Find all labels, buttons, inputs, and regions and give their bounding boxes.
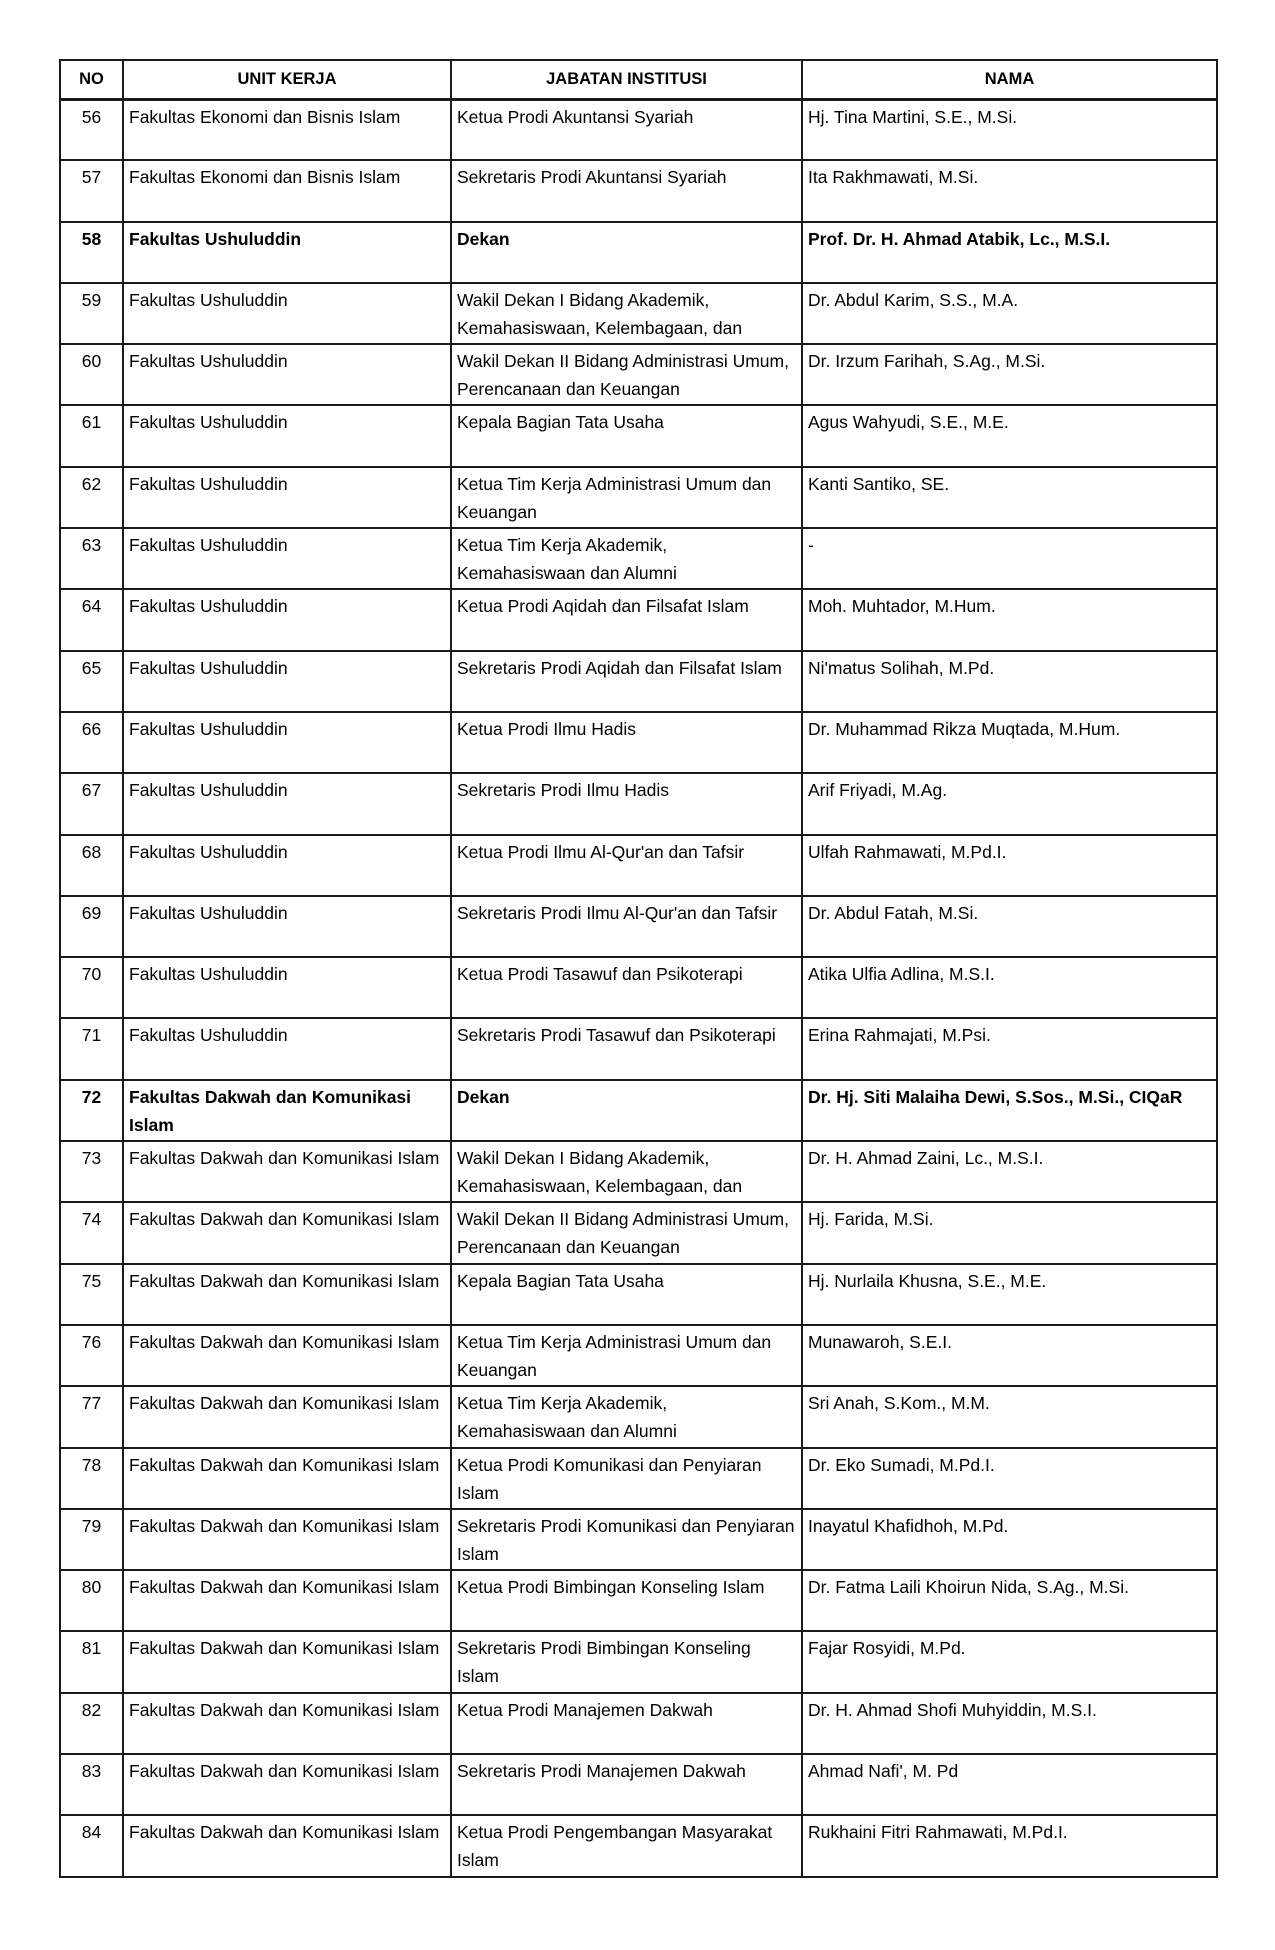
table-row (60, 957, 1217, 1018)
cell-unit-kerja: Fakultas Dakwah dan Komunikasi Islam (123, 1325, 451, 1386)
header-unit-kerja: UNIT KERJA (123, 60, 451, 99)
cell-nama: Dr. Irzum Farihah, S.Ag., M.Si. (802, 344, 1217, 405)
cell-unit-kerja: Fakultas Dakwah dan Komunikasi Islam (123, 1448, 451, 1509)
document-page (59, 59, 1216, 1878)
cell-jabatan-institusi: Ketua Prodi Tasawuf dan Psikoterapi (451, 957, 802, 1018)
cell-nama: Dr. Muhammad Rikza Muqtada, M.Hum. (802, 712, 1217, 773)
cell-nama: Rukhaini Fitri Rahmawati, M.Pd.I. (802, 1815, 1217, 1876)
cell-jabatan-institusi: Sekretaris Prodi Akuntansi Syariah (451, 160, 802, 221)
staff-table (59, 59, 1218, 1878)
table-row (60, 1386, 1217, 1447)
cell-nama: Hj. Nurlaila Khusna, S.E., M.E. (802, 1264, 1217, 1325)
cell-no: 58 (60, 222, 123, 283)
cell-no: 71 (60, 1018, 123, 1079)
cell-jabatan-institusi: Sekretaris Prodi Bimbingan Konseling Islam (451, 1631, 802, 1692)
cell-no: 65 (60, 651, 123, 712)
cell-nama: Dr. Eko Sumadi, M.Pd.I. (802, 1448, 1217, 1509)
table-row (60, 1570, 1217, 1631)
cell-no: 60 (60, 344, 123, 405)
cell-nama: Agus Wahyudi, S.E., M.E. (802, 405, 1217, 466)
table-row (60, 1509, 1217, 1570)
cell-no: 69 (60, 896, 123, 957)
cell-nama: Dr. H. Ahmad Zaini, Lc., M.S.I. (802, 1141, 1217, 1202)
cell-unit-kerja: Fakultas Dakwah dan Komunikasi Islam (123, 1631, 451, 1692)
table-row (60, 405, 1217, 466)
table-row (60, 773, 1217, 834)
cell-jabatan-institusi: Ketua Prodi Manajemen Dakwah (451, 1693, 802, 1754)
cell-unit-kerja: Fakultas Ushuluddin (123, 344, 451, 405)
cell-unit-kerja: Fakultas Ushuluddin (123, 835, 451, 896)
cell-no: 80 (60, 1570, 123, 1631)
cell-jabatan-institusi: Ketua Prodi Bimbingan Konseling Islam (451, 1570, 802, 1631)
cell-unit-kerja: Fakultas Dakwah dan Komunikasi Islam (123, 1202, 451, 1263)
cell-jabatan-institusi: Sekretaris Prodi Aqidah dan Filsafat Islam (451, 651, 802, 712)
cell-jabatan-institusi: Ketua Prodi Akuntansi Syariah (451, 99, 802, 160)
table-row (60, 160, 1217, 221)
cell-jabatan-institusi: Sekretaris Prodi Ilmu Hadis (451, 773, 802, 834)
cell-nama: Ita Rakhmawati, M.Si. (802, 160, 1217, 221)
cell-no: 67 (60, 773, 123, 834)
cell-jabatan-institusi: Ketua Tim Kerja Administrasi Umum dan Keuangan (451, 1325, 802, 1386)
cell-no: 84 (60, 1815, 123, 1876)
cell-unit-kerja: Fakultas Dakwah dan Komunikasi Islam (123, 1509, 451, 1570)
header-row (60, 60, 1217, 99)
cell-nama: Hj. Tina Martini, S.E., M.Si. (802, 99, 1217, 160)
cell-unit-kerja: Fakultas Dakwah dan Komunikasi Islam (123, 1754, 451, 1815)
cell-nama: - (802, 528, 1217, 589)
cell-jabatan-institusi: Sekretaris Prodi Tasawuf dan Psikoterapi (451, 1018, 802, 1079)
header-jabatan-institusi: JABATAN INSTITUSI (451, 60, 802, 99)
cell-unit-kerja: Fakultas Ushuluddin (123, 283, 451, 344)
table-row (60, 712, 1217, 773)
cell-nama: Munawaroh, S.E.I. (802, 1325, 1217, 1386)
cell-no: 79 (60, 1509, 123, 1570)
cell-jabatan-institusi: Ketua Prodi Pengembangan Masyarakat Islam (451, 1815, 802, 1876)
cell-jabatan-institusi: Ketua Tim Kerja Administrasi Umum dan Keuangan (451, 467, 802, 528)
cell-jabatan-institusi: Wakil Dekan II Bidang Administrasi Umum, Perencanaan dan Keuangan (451, 1202, 802, 1263)
cell-no: 77 (60, 1386, 123, 1447)
cell-no: 56 (60, 99, 123, 160)
cell-unit-kerja: Fakultas Ushuluddin (123, 896, 451, 957)
cell-no: 57 (60, 160, 123, 221)
cell-jabatan-institusi: Ketua Prodi Komunikasi dan Penyiaran Islam (451, 1448, 802, 1509)
cell-unit-kerja: Fakultas Ushuluddin (123, 712, 451, 773)
table-row (60, 1325, 1217, 1386)
cell-no: 75 (60, 1264, 123, 1325)
cell-jabatan-institusi: Kepala Bagian Tata Usaha (451, 1264, 802, 1325)
cell-jabatan-institusi: Wakil Dekan I Bidang Akademik, Kemahasiswaan, Kelembagaan, dan (451, 283, 802, 344)
cell-nama: Inayatul Khafidhoh, M.Pd. (802, 1509, 1217, 1570)
table-row (60, 896, 1217, 957)
cell-unit-kerja: Fakultas Ushuluddin (123, 222, 451, 283)
cell-unit-kerja: Fakultas Ushuluddin (123, 467, 451, 528)
table-row (60, 1448, 1217, 1509)
cell-nama: Ahmad Nafi', M. Pd (802, 1754, 1217, 1815)
cell-unit-kerja: Fakultas Dakwah dan Komunikasi Islam (123, 1815, 451, 1876)
cell-no: 83 (60, 1754, 123, 1815)
cell-nama: Dr. H. Ahmad Shofi Muhyiddin, M.S.I. (802, 1693, 1217, 1754)
cell-nama: Ulfah Rahmawati, M.Pd.I. (802, 835, 1217, 896)
cell-unit-kerja: Fakultas Dakwah dan Komunikasi Islam (123, 1693, 451, 1754)
cell-jabatan-institusi: Ketua Prodi Ilmu Hadis (451, 712, 802, 773)
table-row (60, 1202, 1217, 1263)
cell-no: 76 (60, 1325, 123, 1386)
cell-nama: Kanti Santiko, SE. (802, 467, 1217, 528)
cell-nama: Dr. Abdul Fatah, M.Si. (802, 896, 1217, 957)
table-row (60, 1631, 1217, 1692)
cell-unit-kerja: Fakultas Ushuluddin (123, 1018, 451, 1079)
cell-no: 64 (60, 589, 123, 650)
cell-unit-kerja: Fakultas Dakwah dan Komunikasi Islam (123, 1141, 451, 1202)
cell-no: 59 (60, 283, 123, 344)
cell-nama: Moh. Muhtador, M.Hum. (802, 589, 1217, 650)
table-row (60, 1080, 1217, 1141)
table-row (60, 222, 1217, 283)
cell-jabatan-institusi: Ketua Prodi Aqidah dan Filsafat Islam (451, 589, 802, 650)
cell-jabatan-institusi: Sekretaris Prodi Komunikasi dan Penyiaran Islam (451, 1509, 802, 1570)
cell-no: 81 (60, 1631, 123, 1692)
cell-no: 74 (60, 1202, 123, 1263)
cell-no: 61 (60, 405, 123, 466)
cell-nama: Dr. Fatma Laili Khoirun Nida, S.Ag., M.Si. (802, 1570, 1217, 1631)
cell-jabatan-institusi: Wakil Dekan II Bidang Administrasi Umum, Perencanaan dan Keuangan (451, 344, 802, 405)
header-no: NO (60, 60, 123, 99)
cell-nama: Dr. Abdul Karim, S.S., M.A. (802, 283, 1217, 344)
table-row (60, 1693, 1217, 1754)
table-body (60, 99, 1217, 1877)
cell-nama: Prof. Dr. H. Ahmad Atabik, Lc., M.S.I. (802, 222, 1217, 283)
cell-unit-kerja: Fakultas Ekonomi dan Bisnis Islam (123, 160, 451, 221)
cell-jabatan-institusi: Ketua Tim Kerja Akademik, Kemahasiswaan dan Alumni (451, 528, 802, 589)
cell-nama: Hj. Farida, M.Si. (802, 1202, 1217, 1263)
cell-unit-kerja: Fakultas Ushuluddin (123, 773, 451, 834)
cell-nama: Fajar Rosyidi, M.Pd. (802, 1631, 1217, 1692)
cell-unit-kerja: Fakultas Ushuluddin (123, 589, 451, 650)
cell-jabatan-institusi: Dekan (451, 222, 802, 283)
cell-unit-kerja: Fakultas Dakwah dan Komunikasi Islam (123, 1264, 451, 1325)
table-row (60, 528, 1217, 589)
cell-no: 70 (60, 957, 123, 1018)
cell-unit-kerja: Fakultas Ekonomi dan Bisnis Islam (123, 99, 451, 160)
cell-unit-kerja: Fakultas Dakwah dan Komunikasi Islam (123, 1080, 451, 1141)
table-row (60, 589, 1217, 650)
cell-no: 72 (60, 1080, 123, 1141)
cell-jabatan-institusi: Sekretaris Prodi Manajemen Dakwah (451, 1754, 802, 1815)
table-row (60, 344, 1217, 405)
cell-no: 82 (60, 1693, 123, 1754)
cell-jabatan-institusi: Sekretaris Prodi Ilmu Al-Qur'an dan Tafsir (451, 896, 802, 957)
cell-no: 73 (60, 1141, 123, 1202)
cell-nama: Atika Ulfia Adlina, M.S.I. (802, 957, 1217, 1018)
cell-nama: Ni'matus Solihah, M.Pd. (802, 651, 1217, 712)
cell-no: 66 (60, 712, 123, 773)
cell-jabatan-institusi: Wakil Dekan I Bidang Akademik, Kemahasiswaan, Kelembagaan, dan (451, 1141, 802, 1202)
cell-no: 62 (60, 467, 123, 528)
table-header (60, 60, 1217, 99)
cell-jabatan-institusi: Dekan (451, 1080, 802, 1141)
cell-nama: Sri Anah, S.Kom., M.M. (802, 1386, 1217, 1447)
cell-nama: Erina Rahmajati, M.Psi. (802, 1018, 1217, 1079)
table-row (60, 1141, 1217, 1202)
cell-jabatan-institusi: Ketua Prodi Ilmu Al-Qur'an dan Tafsir (451, 835, 802, 896)
cell-unit-kerja: Fakultas Ushuluddin (123, 528, 451, 589)
cell-unit-kerja: Fakultas Ushuluddin (123, 957, 451, 1018)
table-row (60, 835, 1217, 896)
table-row (60, 1018, 1217, 1079)
table-row (60, 651, 1217, 712)
table-row (60, 99, 1217, 160)
cell-no: 68 (60, 835, 123, 896)
cell-no: 78 (60, 1448, 123, 1509)
table-row (60, 1815, 1217, 1876)
table-row (60, 1754, 1217, 1815)
cell-no: 63 (60, 528, 123, 589)
header-nama: NAMA (802, 60, 1217, 99)
table-row (60, 283, 1217, 344)
cell-jabatan-institusi: Ketua Tim Kerja Akademik, Kemahasiswaan dan Alumni (451, 1386, 802, 1447)
table-row (60, 467, 1217, 528)
cell-nama: Arif Friyadi, M.Ag. (802, 773, 1217, 834)
cell-unit-kerja: Fakultas Dakwah dan Komunikasi Islam (123, 1570, 451, 1631)
cell-nama: Dr. Hj. Siti Malaiha Dewi, S.Sos., M.Si., CIQaR (802, 1080, 1217, 1141)
table-row (60, 1264, 1217, 1325)
cell-unit-kerja: Fakultas Dakwah dan Komunikasi Islam (123, 1386, 451, 1447)
cell-jabatan-institusi: Kepala Bagian Tata Usaha (451, 405, 802, 466)
cell-unit-kerja: Fakultas Ushuluddin (123, 651, 451, 712)
cell-unit-kerja: Fakultas Ushuluddin (123, 405, 451, 466)
